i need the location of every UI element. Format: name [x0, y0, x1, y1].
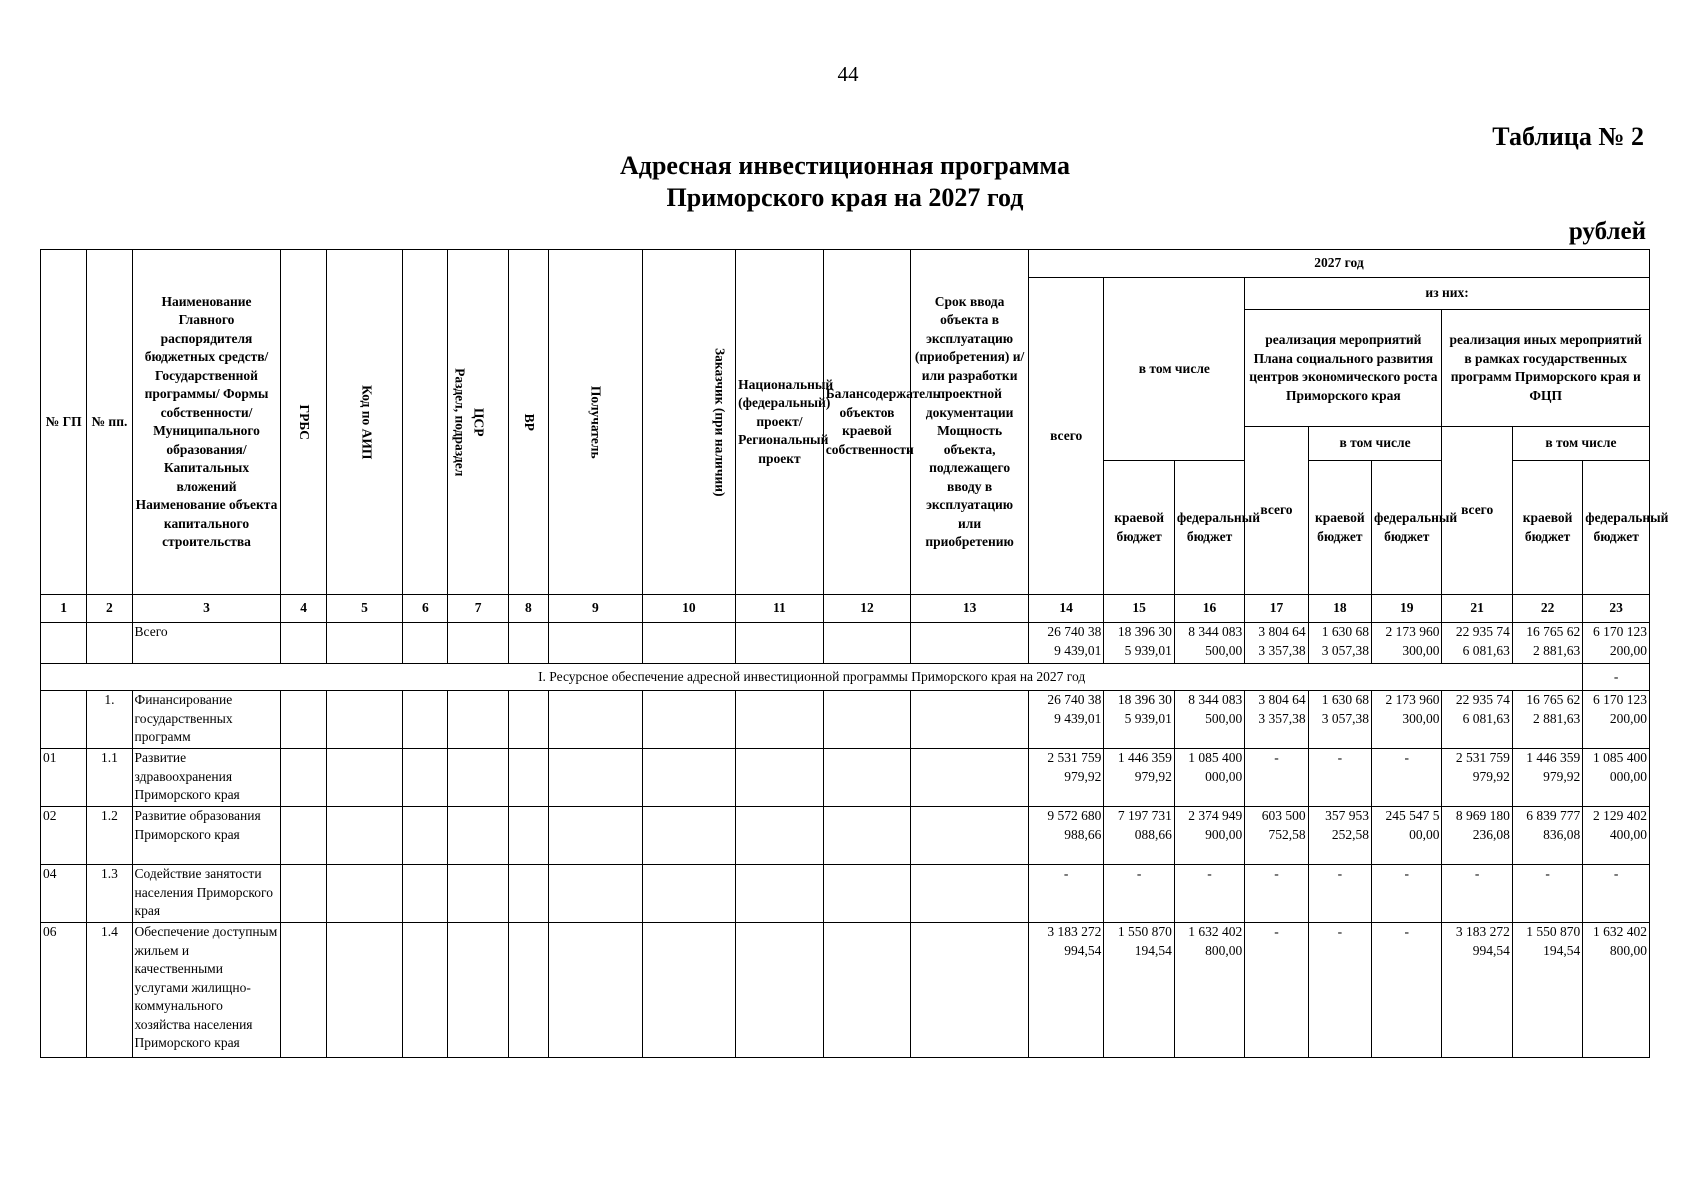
header-other-total: всего	[1442, 427, 1512, 595]
header-balance-holder: Балансодержатель объектов краевой собственности	[823, 250, 911, 595]
header-gp-number: № ГП	[41, 250, 87, 595]
row-gp	[41, 691, 87, 749]
title-line-2: Приморского края на 2027 год	[666, 183, 1024, 212]
row-name: Развитие образования Приморского края	[132, 807, 281, 865]
row-c19: -	[1372, 749, 1442, 807]
row-name: Обеспечение доступным жильем и качественными услугами жилищно-коммунального хозяйства населения Приморского края	[132, 923, 281, 1058]
header-other-regional: краевой бюджет	[1512, 461, 1582, 595]
header-pp-number: № пп.	[87, 250, 132, 595]
row-c21: 2 531 759 979,92	[1442, 749, 1512, 807]
investment-program-table	[40, 249, 1669, 1058]
column-number: 8	[508, 595, 548, 623]
column-number: 10	[642, 595, 736, 623]
header-social-including: в том числе	[1308, 427, 1442, 461]
row-c16: 1 632 402 800,00	[1174, 923, 1244, 1058]
header-other-including: в том числе	[1512, 427, 1649, 461]
total-c21: 22 935 74 6 081,63	[1442, 623, 1512, 664]
page-title	[540, 150, 1150, 214]
row-pp: 1.3	[87, 865, 132, 923]
row-c22: -	[1512, 865, 1582, 923]
row-c23: 2 129 402 400,00	[1583, 807, 1650, 865]
column-number: 15	[1104, 595, 1174, 623]
row-c17: 3 804 64 3 357,38	[1245, 691, 1308, 749]
row-c19: 2 173 960 300,00	[1372, 691, 1442, 749]
header-grbs-text: ГРБС	[296, 404, 312, 440]
header-recipient	[549, 250, 643, 595]
row-c23: 1 632 402 800,00	[1583, 923, 1650, 1058]
column-number: 13	[911, 595, 1029, 623]
row-pp: 1.	[87, 691, 132, 749]
column-number: 12	[823, 595, 911, 623]
row-gp: 02	[41, 807, 87, 865]
row-c23: -	[1583, 865, 1650, 923]
row-c16: 1 085 400 000,00	[1174, 749, 1244, 807]
column-number: 18	[1308, 595, 1371, 623]
header-name: Наименование Главного распорядителя бюджетных средств/Государственной программы/ Формы собственности/Муниципального образования/Капитальных вложений Наименование объекта капитального строительства	[132, 250, 281, 595]
row-c18: -	[1308, 749, 1371, 807]
table-row	[41, 749, 1650, 807]
row-c15: 7 197 731 088,66	[1104, 807, 1174, 865]
row-c21: 22 935 74 6 081,63	[1442, 691, 1512, 749]
column-number: 2	[87, 595, 132, 623]
column-number: 3	[132, 595, 281, 623]
header-customer	[642, 250, 736, 595]
row-c18: 357 953 252,58	[1308, 807, 1371, 865]
header-social-regional: краевой бюджет	[1308, 461, 1371, 595]
table-row	[41, 865, 1650, 923]
header-commissioning: Срок ввода объекта в эксплуатацию (приобретения) и/или разработки проектной документации Мощность объекта, подлежащего вводу в эксплуатацию или приобретению	[911, 250, 1029, 595]
header-customer-text: Заказчик (при наличии)	[712, 347, 728, 497]
row-c14: 2 531 759 979,92	[1028, 749, 1103, 807]
row-pp: 1.2	[87, 807, 132, 865]
row-c23: 1 085 400 000,00	[1583, 749, 1650, 807]
row-c15: 1 446 359 979,92	[1104, 749, 1174, 807]
column-number: 9	[549, 595, 643, 623]
header-social-total: всего	[1245, 427, 1308, 595]
row-c14: 26 740 38 9 439,01	[1028, 691, 1103, 749]
total-c16: 8 344 083 500,00	[1174, 623, 1244, 664]
header-recipient-text: Получатель	[588, 385, 604, 459]
row-c14: 3 183 272 994,54	[1028, 923, 1103, 1058]
total-c14: 26 740 38 9 439,01	[1028, 623, 1103, 664]
row-c23: 6 170 123 200,00	[1583, 691, 1650, 749]
row-c14: -	[1028, 865, 1103, 923]
row-c19: -	[1372, 923, 1442, 1058]
row-c21: 8 969 180 236,08	[1442, 807, 1512, 865]
total-c17: 3 804 64 3 357,38	[1245, 623, 1308, 664]
header-other-federal: федеральный бюджет	[1583, 461, 1650, 595]
column-number: 6	[403, 595, 448, 623]
title-line-1: Адресная инвестиционная программа	[620, 151, 1070, 180]
row-c22: 1 446 359 979,92	[1512, 749, 1582, 807]
total-label: Всего	[132, 623, 281, 664]
header-of-them: из них:	[1245, 278, 1650, 310]
row-c14: 9 572 680 988,66	[1028, 807, 1103, 865]
row-c17: 603 500 752,58	[1245, 807, 1308, 865]
row-c22: 1 550 870 194,54	[1512, 923, 1582, 1058]
header-other-measures: реализация иных мероприятий в рамках государственных программ Приморского края и ФЦП	[1442, 310, 1650, 427]
section-heading-row	[41, 664, 1650, 691]
header-section	[403, 250, 468, 595]
row-gp: 06	[41, 923, 87, 1058]
total-c19: 2 173 960 300,00	[1372, 623, 1442, 664]
column-number: 21	[1442, 595, 1512, 623]
column-number: 23	[1583, 595, 1650, 623]
row-c22: 16 765 62 2 881,63	[1512, 691, 1582, 749]
header-year: 2027 год	[1028, 250, 1649, 278]
column-number: 11	[736, 595, 824, 623]
header-including: в том числе	[1104, 278, 1245, 461]
header-section-text: Раздел, подраздел	[452, 367, 468, 477]
row-pp: 1.4	[87, 923, 132, 1058]
total-c15: 18 396 30 5 939,01	[1104, 623, 1174, 664]
row-c15: 18 396 30 5 939,01	[1104, 691, 1174, 749]
table-label: Таблица № 2	[1492, 122, 1644, 151]
page-number: 44	[837, 62, 859, 86]
header-csr-text: ЦСР	[471, 407, 487, 437]
header-vr-text: ВР	[521, 413, 537, 431]
header-aip-code	[326, 250, 402, 595]
row-gp: 04	[41, 865, 87, 923]
row-c18: -	[1308, 865, 1371, 923]
column-number: 4	[281, 595, 326, 623]
row-c16: 8 344 083 500,00	[1174, 691, 1244, 749]
row-c19: -	[1372, 865, 1442, 923]
header-social-federal: федеральный бюджет	[1372, 461, 1442, 595]
row-c18: -	[1308, 923, 1371, 1058]
total-c18: 1 630 68 3 057,38	[1308, 623, 1371, 664]
column-number: 19	[1372, 595, 1442, 623]
header-federal-budget: федеральный бюджет	[1174, 461, 1244, 595]
row-name: Финансирование государственных программ	[132, 691, 281, 749]
table-row	[41, 807, 1650, 865]
total-c22: 16 765 62 2 881,63	[1512, 623, 1582, 664]
total-row	[41, 623, 1650, 664]
row-c21: 3 183 272 994,54	[1442, 923, 1512, 1058]
row-c15: -	[1104, 865, 1174, 923]
row-name: Развитие здравоохранения Приморского края	[132, 749, 281, 807]
row-c16: 2 374 949 900,00	[1174, 807, 1244, 865]
row-c22: 6 839 777 836,08	[1512, 807, 1582, 865]
column-number: 22	[1512, 595, 1582, 623]
total-c23: 6 170 123 200,00	[1583, 623, 1650, 664]
units-label: рублей	[1568, 218, 1646, 245]
header-grbs	[281, 250, 326, 595]
row-c17: -	[1245, 749, 1308, 807]
column-number: 16	[1174, 595, 1244, 623]
table-row	[41, 691, 1650, 749]
header-year-total: всего	[1028, 278, 1103, 595]
header-regional-budget: краевой бюджет	[1104, 461, 1174, 595]
row-c15: 1 550 870 194,54	[1104, 923, 1174, 1058]
row-gp: 01	[41, 749, 87, 807]
row-c17: -	[1245, 865, 1308, 923]
section-heading: I. Ресурсное обеспечение адресной инвестиционной программы Приморского края на 2027 год	[41, 664, 1583, 691]
row-c18: 1 630 68 3 057,38	[1308, 691, 1371, 749]
column-number: 17	[1245, 595, 1308, 623]
column-number: 7	[448, 595, 508, 623]
row-name: Содействие занятости населения Приморского края	[132, 865, 281, 923]
header-social-plan: реализация мероприятий Плана социального развития центров экономического роста Приморского края	[1245, 310, 1442, 427]
table-row	[41, 923, 1650, 1058]
column-number: 1	[41, 595, 87, 623]
header-national-project: Национальный (федеральный) проект/ Региональный проект	[736, 250, 824, 595]
column-number: 5	[326, 595, 402, 623]
row-c19: 245 547 5 00,00	[1372, 807, 1442, 865]
row-c21: -	[1442, 865, 1512, 923]
header-vr	[508, 250, 548, 595]
row-c17: -	[1245, 923, 1308, 1058]
column-number: 14	[1028, 595, 1103, 623]
row-pp: 1.1	[87, 749, 132, 807]
header-aip-code-text: Код по АИП	[359, 384, 375, 460]
section-mark: -	[1583, 664, 1650, 691]
row-c16: -	[1174, 865, 1244, 923]
column-numbers-row	[41, 595, 1650, 623]
